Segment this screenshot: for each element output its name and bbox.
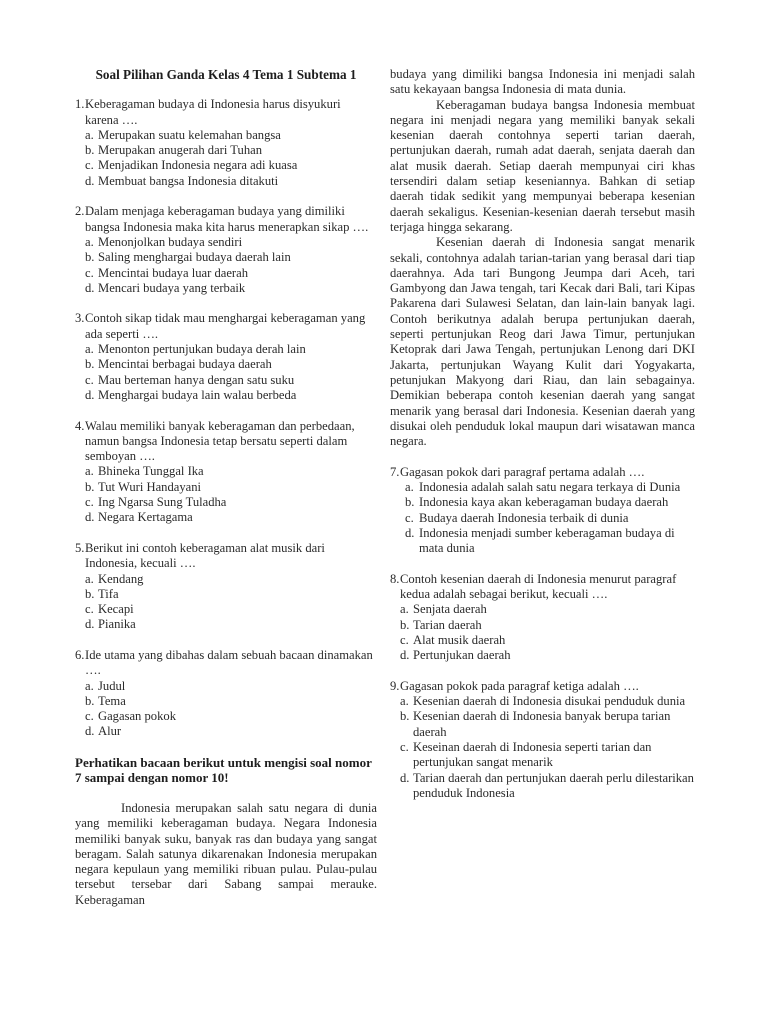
option-text: Mau berteman hanya dengan satu suku bbox=[98, 372, 295, 387]
option-b bbox=[85, 250, 377, 265]
option-c bbox=[85, 602, 377, 617]
question-number: 9. bbox=[390, 678, 400, 693]
option-letter: d. bbox=[85, 510, 95, 525]
option-letter: c. bbox=[85, 602, 94, 617]
option-letter: b. bbox=[85, 693, 95, 708]
option-text: Merupakan suatu kelemahan bangsa bbox=[98, 127, 281, 142]
question-1 bbox=[75, 97, 377, 189]
question-text: Ide utama yang dibahas dalam sebuah bacaan dinamakan …. bbox=[85, 647, 373, 678]
option-text: Menghargai budaya lain walau berbeda bbox=[98, 387, 297, 402]
option-list bbox=[75, 342, 377, 403]
question-text: Keberagaman budaya di Indonesia harus disyukuri karena …. bbox=[85, 97, 341, 127]
reading-instruction: Perhatikan bacaan berikut untuk mengisi soal nomor 7 sampai dengan nomor 10! bbox=[75, 755, 372, 786]
question-number: 1. bbox=[75, 97, 85, 112]
option-letter: c. bbox=[405, 510, 414, 525]
option-letter: a. bbox=[85, 464, 94, 479]
option-c bbox=[405, 511, 695, 526]
option-text: Menjadikan Indonesia negara adi kuasa bbox=[98, 158, 298, 173]
option-d bbox=[400, 648, 695, 663]
option-a bbox=[85, 572, 377, 587]
option-letter: d. bbox=[405, 525, 415, 540]
left-column bbox=[75, 67, 377, 908]
passage-paragraph-1-start: Indonesia merupakan salah satu negara di dunia yang memiliki keberagaman budaya. Negara Indonesia memiliki banyak suku, banyak ras dan budaya yang sangat beragam. Salah satunya dikarenakan Indonesia merupakan negara kepulaun yang memiliki ribuan pulau. Pulau-pulau tersebut tersebar dari Sabang sampai merauke. Keberagaman bbox=[75, 800, 377, 907]
option-text: Alat musik daerah bbox=[413, 632, 506, 647]
option-text: Ing Ngarsa Sung Tuladha bbox=[98, 495, 227, 510]
option-letter: a. bbox=[85, 342, 94, 357]
option-letter: d. bbox=[400, 770, 410, 785]
option-text: Membuat bangsa Indonesia ditakuti bbox=[98, 173, 279, 188]
question-text: Contoh sikap tidak mau menghargai keberagaman yang ada seperti …. bbox=[85, 311, 366, 341]
passage-paragraph-2: Keberagaman budaya bangsa Indonesia membuat negara ini menjadi negara yang memiliki banyak sekali kesenian daerah contohnya seperti tarian daerah, pertunjukan daerah, rumah adat daerah, senjata daerah dan alat musik daerah. Setiap daerah mempunyai ciri khas tersendiri dalam setiap keseniannya. Bahkan di setiap daerah tidak sedikit yang mempunyai beberapa kesenian daerah sekaligus. Kesenian-kesenian daerah tersebut masih terjaga hingga sekarang. bbox=[390, 97, 695, 234]
option-letter: b. bbox=[85, 250, 95, 265]
question-4 bbox=[75, 419, 377, 526]
option-letter: c. bbox=[85, 495, 94, 510]
reading-passage bbox=[390, 67, 695, 449]
option-text: Negara Kertagama bbox=[98, 510, 193, 525]
option-a bbox=[400, 602, 695, 617]
option-list bbox=[75, 128, 377, 189]
option-letter: a. bbox=[85, 678, 94, 693]
option-letter: b. bbox=[85, 357, 95, 372]
option-text: Tifa bbox=[98, 586, 119, 601]
option-d bbox=[85, 617, 377, 632]
option-letter: a. bbox=[400, 694, 409, 709]
question-text: Berikut ini contoh keberagaman alat musik dari Indonesia, kecuali …. bbox=[85, 540, 325, 571]
question-8 bbox=[390, 572, 695, 664]
question-number: 8. bbox=[390, 571, 400, 586]
option-letter: a. bbox=[85, 234, 94, 249]
question-text: Gagasan pokok pada paragraf ketiga adalah …. bbox=[400, 678, 639, 693]
option-b bbox=[405, 495, 695, 510]
option-letter: d. bbox=[85, 173, 95, 188]
option-text: Tema bbox=[98, 693, 126, 708]
option-letter: b. bbox=[85, 479, 95, 494]
option-text: Budaya daerah Indonesia terbaik di dunia bbox=[419, 510, 629, 525]
question-5 bbox=[75, 541, 377, 633]
option-c bbox=[85, 158, 377, 173]
option-letter: d. bbox=[85, 617, 95, 632]
option-letter: d. bbox=[85, 387, 95, 402]
option-d bbox=[400, 771, 695, 802]
question-9 bbox=[390, 679, 695, 801]
option-letter: b. bbox=[85, 586, 95, 601]
option-b bbox=[400, 618, 695, 633]
option-text: Menonjolkan budaya sendiri bbox=[98, 234, 243, 249]
option-letter: c. bbox=[85, 709, 94, 724]
question-text: Walau memiliki banyak keberagaman dan perbedaan, namun bangsa Indonesia tetap bersatu seperti dalam semboyan …. bbox=[85, 418, 355, 464]
option-text: Mencari budaya yang terbaik bbox=[98, 280, 246, 295]
option-letter: c. bbox=[400, 632, 409, 647]
option-c bbox=[85, 373, 377, 388]
option-d bbox=[85, 281, 377, 296]
question-number: 7. bbox=[390, 464, 400, 479]
right-column bbox=[390, 67, 695, 817]
question-text: Gagasan pokok dari paragraf pertama adalah …. bbox=[400, 464, 645, 479]
option-letter: b. bbox=[400, 617, 410, 632]
question-text: Contoh kesenian daerah di Indonesia menurut paragraf kedua adalah sebagai berikut, kecuali …. bbox=[400, 571, 677, 602]
option-b bbox=[85, 357, 377, 372]
option-letter: c. bbox=[85, 158, 94, 173]
option-letter: d. bbox=[85, 724, 95, 739]
option-text: Saling menghargai budaya daerah lain bbox=[98, 250, 291, 265]
option-letter: c. bbox=[400, 740, 409, 755]
option-list bbox=[390, 602, 695, 663]
option-letter: a. bbox=[85, 127, 94, 142]
option-letter: d. bbox=[400, 648, 410, 663]
question-7 bbox=[390, 465, 695, 557]
option-letter: c. bbox=[85, 265, 94, 280]
option-a bbox=[405, 480, 695, 495]
option-text: Tut Wuri Handayani bbox=[98, 479, 202, 494]
option-d bbox=[85, 388, 377, 403]
option-list bbox=[75, 572, 377, 633]
option-text: Menonton pertunjukan budaya derah lain bbox=[98, 342, 306, 357]
option-b bbox=[400, 709, 695, 740]
option-c bbox=[85, 495, 377, 510]
option-text: Tarian daerah bbox=[413, 617, 482, 632]
option-text: Judul bbox=[98, 678, 126, 693]
option-text: Pianika bbox=[98, 617, 136, 632]
option-a bbox=[85, 342, 377, 357]
passage-paragraph-3: Kesenian daerah di Indonesia sangat menarik sekali, contohnya adalah tarian-tarian yang berasal dari tiap daerahnya. Ada tari Bungong Jeumpa dari Aceh, tari Gambyong dan Jawa tengah, tari Kecak dari Bali, tari Kipas Pakarena dari Sulawesi Selatan, dan lain-lain banyak lagi. Contoh berikutnya adalah berupa pertunjukan daerah, seperti pertunjukan Reog dari Jawa Timur, pertunjukan Ketoprak dari Jawa Tengah, pertunjukan Lenong dari DKI Jakarta, pertunjukan Wayang Kulit dari Yogyakarta, petunjukan Makyong dari Riau, dan lain sebagainya. Demikian beberapa contoh kesenian daerah yang sangat menarik yang berasal dari Indonesia. Kesenian daerah yang disukai oleh penduduk lokal maupun dari wisatawan manca negara. bbox=[390, 235, 695, 449]
option-text: Pertunjukan daerah bbox=[413, 648, 511, 663]
option-letter: b. bbox=[405, 495, 415, 510]
option-list bbox=[390, 480, 695, 556]
option-text: Indonesia kaya akan keberagaman budaya daerah bbox=[419, 495, 669, 510]
option-list bbox=[390, 694, 695, 801]
option-text: Kendang bbox=[98, 571, 144, 586]
option-c bbox=[400, 633, 695, 648]
option-a bbox=[400, 694, 695, 709]
option-text: Bhineka Tunggal Ika bbox=[98, 464, 204, 479]
option-a bbox=[85, 679, 377, 694]
option-letter: a. bbox=[405, 480, 414, 495]
option-letter: a. bbox=[400, 602, 409, 617]
option-text: Senjata daerah bbox=[413, 602, 487, 617]
option-text: Alur bbox=[98, 724, 122, 739]
option-d bbox=[85, 724, 377, 739]
option-letter: b. bbox=[400, 709, 410, 724]
option-d bbox=[85, 174, 377, 189]
option-text: Indonesia adalah salah satu negara terkaya di Dunia bbox=[419, 480, 681, 495]
option-list bbox=[75, 235, 377, 296]
option-d bbox=[405, 526, 695, 557]
option-b bbox=[85, 587, 377, 602]
option-text: Mencintai budaya luar daerah bbox=[98, 265, 249, 280]
option-a bbox=[85, 235, 377, 250]
option-text: Gagasan pokok bbox=[98, 709, 176, 724]
option-text: Merupakan anugerah dari Tuhan bbox=[98, 143, 263, 158]
option-d bbox=[85, 510, 377, 525]
option-c bbox=[400, 740, 695, 771]
option-text: Indonesia menjadi sumber keberagaman budaya di mata dunia bbox=[419, 525, 675, 556]
option-c bbox=[85, 709, 377, 724]
question-number: 3. bbox=[75, 311, 85, 326]
document-title: Soal Pilihan Ganda Kelas 4 Tema 1 Subtema 1 bbox=[95, 67, 357, 82]
option-list bbox=[75, 464, 377, 525]
passage-paragraph-1-end: budaya yang dimiliki bangsa Indonesia ini menjadi salah satu kekayaan bangsa Indonesia di mata dunia. bbox=[390, 67, 695, 97]
option-text: Keseinan daerah di Indonesia seperti tarian dan pertunjukan sangat menarik bbox=[413, 740, 652, 770]
question-text: Dalam menjaga keberagaman budaya yang dimiliki bangsa Indonesia maka kita harus menerapkan sikap …. bbox=[85, 204, 369, 234]
question-2 bbox=[75, 204, 377, 296]
option-list bbox=[75, 679, 377, 740]
question-number: 2. bbox=[75, 204, 85, 219]
option-letter: d. bbox=[85, 280, 95, 295]
option-text: Kesenian daerah di Indonesia disukai penduduk dunia bbox=[413, 694, 686, 709]
option-text: Kesenian daerah di Indonesia banyak berupa tarian daerah bbox=[413, 709, 671, 739]
option-c bbox=[85, 266, 377, 281]
option-text: Mencintai berbagai budaya daerah bbox=[98, 357, 272, 372]
question-number: 6. bbox=[75, 647, 85, 662]
question-number: 4. bbox=[75, 418, 85, 433]
question-6 bbox=[75, 648, 377, 740]
option-letter: b. bbox=[85, 143, 95, 158]
option-letter: c. bbox=[85, 372, 94, 387]
option-text: Tarian daerah dan pertunjukan daerah perlu dilestarikan penduduk Indonesia bbox=[413, 770, 694, 800]
option-text: Kecapi bbox=[98, 602, 134, 617]
question-3 bbox=[75, 311, 377, 403]
option-b bbox=[85, 694, 377, 709]
option-a bbox=[85, 464, 377, 479]
option-b bbox=[85, 480, 377, 495]
option-letter: a. bbox=[85, 571, 94, 586]
question-number: 5. bbox=[75, 540, 85, 555]
option-a bbox=[85, 128, 377, 143]
option-b bbox=[85, 143, 377, 158]
